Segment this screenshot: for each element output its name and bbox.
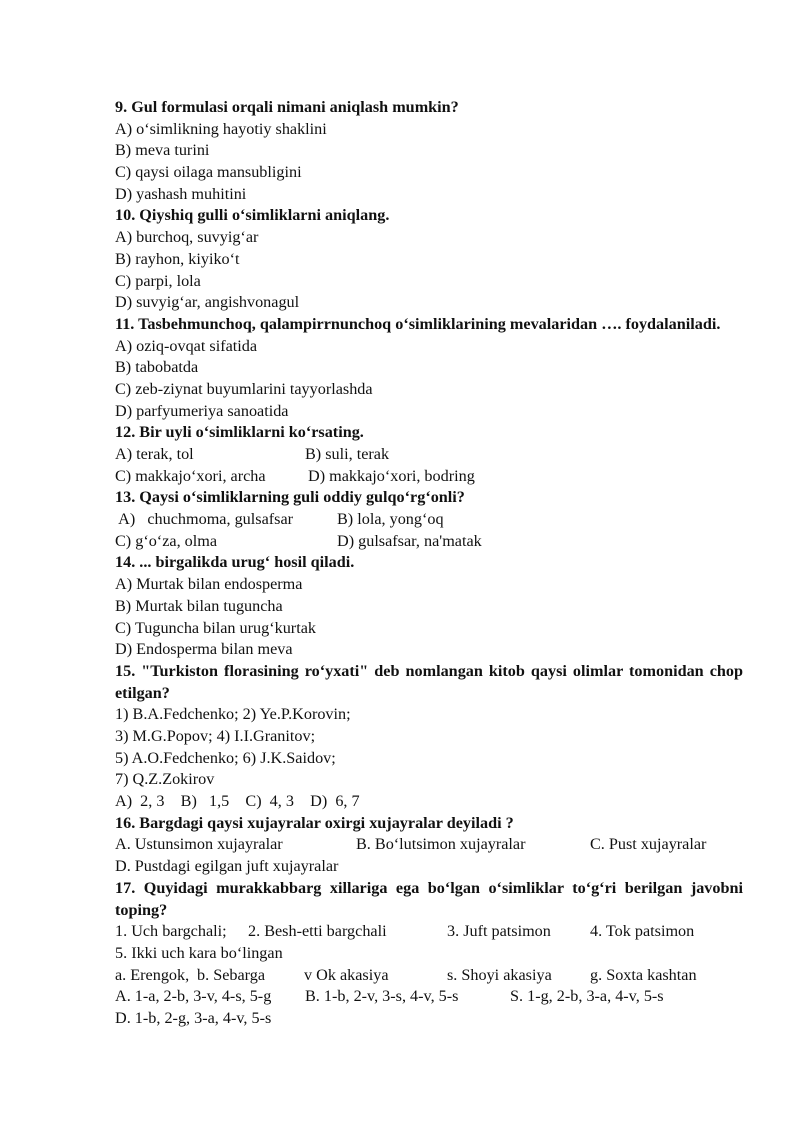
q17-item-4: 4. Tok patsimon: [590, 922, 695, 941]
q17-answer-b: B. 1-b, 2-v, 3-s, 4-v, 5-s: [305, 987, 459, 1006]
q13-option-d: D) gulsafsar, na'matak: [337, 531, 482, 550]
q16-option-a: A. Ustunsimon xujayralar: [115, 835, 283, 854]
q14-option-d: D) Endosperma bilan meva: [115, 640, 293, 659]
q13-option-b: B) lola, yong‘oq: [337, 510, 444, 529]
question-14-title: 14. ... birgalikda urug‘ hosil qiladi.: [115, 553, 355, 572]
q17-item-v: v Ok akasiya: [304, 965, 389, 984]
q12-option-a: A) terak, tol: [115, 445, 194, 464]
q14-option-b: B) Murtak bilan tuguncha: [115, 596, 283, 615]
q10-option-a: A) burchoq, suvyig‘ar: [115, 228, 259, 247]
q11-option-c: C) zeb-ziynat buyumlarini tayyorlashda: [115, 379, 373, 398]
question-9-title: 9. Gul formulasi orqali nimani aniqlash mumkin?: [115, 98, 459, 116]
q17-answer-d: D. 1-b, 2-g, 3-a, 4-v, 5-s: [115, 1008, 272, 1027]
q17-numbered-row: [115, 921, 743, 943]
q15-list-line-4: 7) Q.Z.Zokirov: [115, 770, 215, 789]
q17-item-5: 5. Ikki uch kara bo‘lingan: [115, 943, 283, 962]
q17-item-b: b. Sebarga: [197, 965, 266, 984]
question-12-title: 12. Bir uyli o‘simliklarni ko‘rsating.: [115, 423, 364, 442]
question-10-title: 10. Qiyshiq gulli o‘simliklarni aniqlang.: [115, 206, 390, 225]
q17-answers-row: [115, 986, 743, 1008]
q15-list-line-3: 5) A.O.Fedchenko; 6) J.K.Saidov;: [115, 748, 336, 767]
q10-option-c: C) parpi, lola: [115, 271, 201, 290]
q9-option-c: C) qaysi oilaga mansubligini: [115, 163, 302, 182]
q13-options-row-2: [115, 531, 743, 553]
q15-list-line-2: 3) M.G.Popov; 4) I.I.Granitov;: [115, 726, 316, 745]
q10-option-d: D) suvyig‘ar, angishvonagul: [115, 293, 300, 312]
q11-option-a: A) oziq-ovqat sifatida: [115, 336, 258, 355]
q13-option-a: A) chuchmoma, gulsafsar: [115, 510, 294, 529]
q14-option-c: C) Tuguncha bilan urug‘kurtak: [115, 618, 316, 637]
q12-options-row-1: [115, 444, 743, 466]
q17-item-3: 3. Juft patsimon: [447, 922, 551, 941]
test-page: [115, 97, 743, 1030]
question-15-title: 15. "Turkiston florasining ro‘yxati" deb nomlangan kitob qaysi olimlar tomonidan chop etilgan?: [115, 661, 743, 702]
q17-item-a: a. Erengok,: [115, 965, 190, 984]
q16-option-d: D. Pustdagi egilgan juft xujayralar: [115, 857, 339, 876]
q16-option-c: C. Pust xujayralar: [590, 835, 707, 854]
q17-item-g: g. Soxta kashtan: [590, 965, 697, 984]
q12-option-d: D) makkajo‘xori, bodring: [308, 466, 475, 485]
q15-list-line-1: 1) B.A.Fedchenko; 2) Ye.P.Korovin;: [115, 705, 351, 724]
q17-item-2: 2. Besh-etti bargchali: [248, 922, 387, 941]
q13-option-c: C) g‘o‘za, olma: [115, 531, 218, 550]
q10-option-b: B) rayhon, kiyiko‘t: [115, 249, 240, 268]
q9-option-a: A) o‘simlikning hayotiy shaklini: [115, 119, 327, 138]
q15-answers: A) 2, 3 B) 1,5 C) 4, 3 D) 6, 7: [115, 792, 360, 811]
q16-options-row-1: [115, 834, 743, 856]
question-16-title: 16. Bargdagi qaysi xujayralar oxirgi xujayralar deyiladi ?: [115, 813, 514, 832]
q17-answer-s: S. 1-g, 2-b, 3-a, 4-v, 5-s: [510, 987, 664, 1006]
q17-answer-a: A. 1-a, 2-b, 3-v, 4-s, 5-g: [115, 987, 272, 1006]
q12-option-c: C) makkajo‘xori, archa: [115, 466, 266, 485]
q11-option-d: D) parfyumeriya sanoatida: [115, 401, 289, 420]
q17-item-s: s. Shoyi akasiya: [447, 965, 552, 984]
q9-option-b: B) meva turini: [115, 141, 210, 160]
q11-option-b: B) tabobatda: [115, 358, 199, 377]
question-17-title: 17. Quyidagi murakkabbarg xillariga ega bo‘lgan o‘simliklar to‘g‘ri berilgan javobni toping?: [115, 878, 743, 919]
q12-options-row-2: [115, 466, 743, 488]
q17-item-1: 1. Uch bargchali;: [115, 922, 227, 941]
question-11-title: 11. Tasbehmunchoq, qalampirrnunchoq o‘simliklarining mevalaridan …. foydalaniladi.: [115, 314, 721, 333]
q13-options-row-1: [115, 509, 743, 531]
q12-option-b: B) suli, terak: [305, 445, 390, 464]
q16-option-b: B. Bo‘lutsimon xujayralar: [356, 835, 526, 854]
q14-option-a: A) Murtak bilan endosperma: [115, 575, 303, 594]
question-13-title: 13. Qaysi o‘simliklarning guli oddiy gulqo‘rg‘onli?: [115, 488, 465, 507]
q9-option-d: D) yashash muhitini: [115, 184, 247, 203]
q17-lettered-row: [115, 965, 743, 987]
